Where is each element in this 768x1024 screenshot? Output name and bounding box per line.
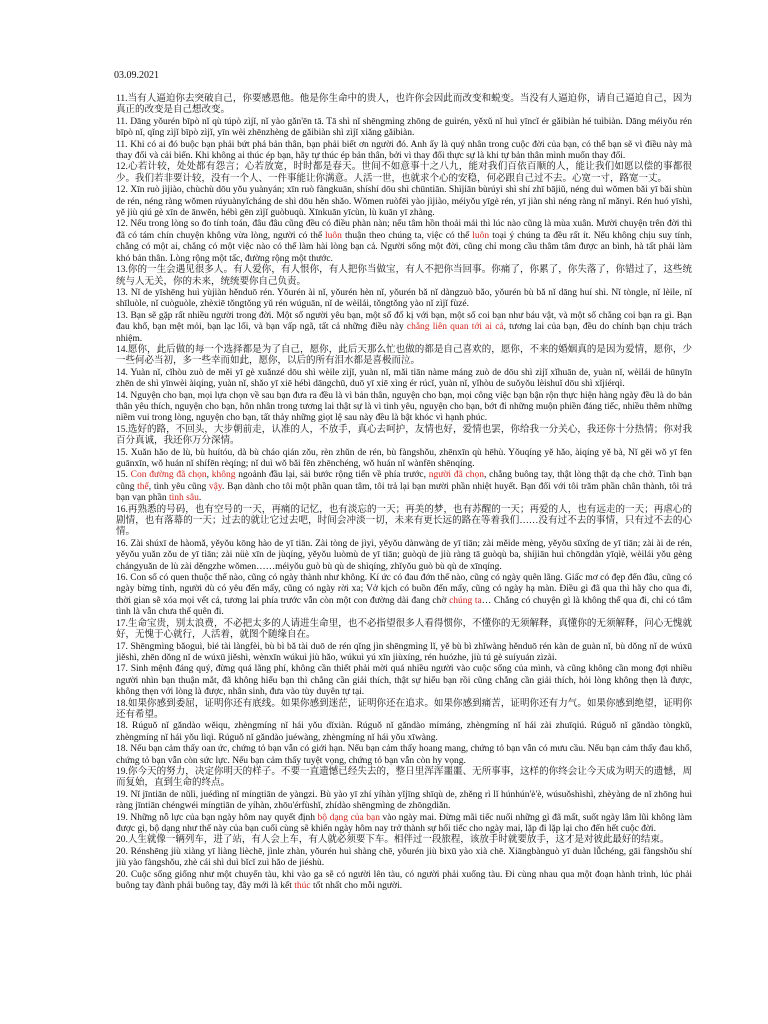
text-segment: 15. Xuǎn hǎo de lù, bù huítóu, dà bù cháo qián zǒu, rèn zhǔn de rén, bù fàngshǒu, zhēnxīn qù hēhù. Yǒuqíng yě hǎo, àiqíng yě bà, Nǐ gěi wǒ yī fēn guānxīn, wǒ huán nǐ shífēn rèqíng; nǐ duì wǒ bǎi fēn zhēnchéng, wǒ huán nǐ wànfēn shēnqíng. [116, 447, 692, 469]
paragraph [116, 721, 692, 744]
paragraph [116, 391, 692, 425]
paragraph [116, 790, 692, 813]
paragraph [116, 470, 692, 504]
text-segment: 17. Shēngmìng bǎoguì, bié tài làngfèi, bù bì bǎ tài duō de rén qǐng jìn shēngmìng lǐ, yě bù bì zhǐwàng hěnduō rén kàn de guàn nǐ, bù dǒng nǐ de wúxū jiěshì, zhēn dǒng nǐ de wúxū jiěshì, wènxīn wúkuì jiù hǎo, wúkuì yú xīn jiùxíng, rén huózhe, jiù tú gè suíyuán zìzài. [116, 641, 692, 663]
highlighted-text: luôn [325, 230, 342, 241]
paragraph [116, 162, 692, 185]
paragraph [116, 265, 692, 288]
text-segment: ngoảnh đầu lại, sải bước rộng tiến về phía trước, [235, 470, 429, 481]
text-segment: 12. Xīn ruò jìjiào, chùchù dōu yǒu yuànyán; xīn ruò fàngkuān, shíshí dōu shì chūntiān. Shìjiān bùrúyì shì shí zhī bājiǔ, néng duì wǒmen bǎi yī bǎi shùn de rén, néng ràng wǒmen rúyuànyǐcháng de shì dōu hěn shǎo. Wǒmen ruòfēi yào jìjiào, méiyǒu yīgè rén, yī jiàn shì néng ràng nǐ mǎnyì. Rén huó yīshì, yě jiù qiú gè xīn de ānwěn, hébì gēn zìjǐ guòbuqù. Xīnkuān yīcùn, lù kuān yī zhàng. [116, 185, 692, 219]
highlighted-text: thế [137, 481, 149, 492]
text-segment: , [206, 470, 212, 481]
text-segment: vào ngày mai. Đừng mãi tiếc nuối những gì đã mất, suốt ngày lâm lũi không làm được gì, bộ dạng như thế này của bạn cuối cùng sẽ khiến ngày hôm nay trở thành sự hối tiếc cho ngày mai, lặp đi lặp lại cho đến hết cuộc đời. [116, 812, 693, 834]
text-segment: 14. Nguyện cho bạn, mọi lựa chọn về sau bạn đưa ra đều là vì bản thân, nguyện cho bạn, mọi công việc bạn bận rộn thực hiện hàng ngày đều là do bản thân yêu thích, nguyện cho bạn, hôn nhân trong tương lai thật sự là vì tình yêu, nguyện cho bạn, bớt đi những muộn phiền đáng tiếc, nhiều thêm những niềm vui trong lòng, nguyện cho bạn, tất thảy những giọt lệ sau này đều là bật khóc vì hạnh phúc. [116, 390, 692, 424]
text-segment: 18. Nếu bạn cảm thấy oan ức, chứng tỏ bạn vẫn có giới hạn. Nếu bạn cảm thấy hoang mang, chứng tỏ bạn vẫn có mưu cầu. Nếu bạn cảm thấy đau khổ, chứng tỏ bạn vẫn còn sức lực. Nếu bạn cảm thấy tuyệt vọng, chứng tỏ bạn vẫn còn hy vọng. [116, 744, 692, 766]
document-body [116, 94, 692, 892]
text-segment: 13. Nǐ de yīshēng huì yùjiàn hěnduō rén. Yǒurén ài nǐ, yǒurén hèn nǐ, yǒurén bǎ nǐ dàngzuò bǎo, yǒurén bù bǎ nǐ dāng huí shì. Nǐ tòngle, nǐ lèile, nǐ shīluòle, nǐ cuòguòle, zhèxiē tǒngtǒng yǔ rén wúguān, nǐ de wèilái, tǒngtǒng yào nǐ zìjǐ fùzé. [116, 287, 692, 310]
text-segment: 13.你的一生会遇见很多人。有人爱你，有人恨你，有人把你当做宝，有人不把你当回事。你痛了，你累了，你失落了，你错过了，这些统统与人无关，你的未来，统统要你自己负责。 [116, 265, 692, 287]
text-segment: tốt nhất cho mỗi người. [310, 881, 403, 892]
text-segment: , tình yêu cũng [148, 481, 209, 492]
highlighted-text: không [211, 470, 236, 481]
text-segment: 17. Sinh mệnh đáng quý, đừng quá lãng phí, không cần thiết phải mời quá nhiều người vào cuộc sống của mình, và cũng không cần mong đợi nhiều người nhìn bạn thuận mắt, đã không hiểu bạn thì chẳng cần giải thích, thật sự hiểu bạn rồi cũng chẳng cần giải thích, hỏi lòng không thẹn là được, không thẹn với lòng là được, nhân sinh, đưa vào tùy duyên tự tại. [116, 664, 692, 698]
text-segment: 11. Dāng yǒurén bīpò nǐ qù túpò zìjǐ, nǐ yào gǎn'ēn tā. Tā shì nǐ shēngmìng zhōng de guìrén, yěxǔ nǐ huì yīncǐ ér gǎibiàn hé tuìbiàn. Dāng méiyǒu rén bīpò nǐ, qǐng zìjǐ bīpò zìjǐ, yīn wèi zhēnzhèng de gǎibiàn shì zìjǐ xiǎng gǎibiàn. [116, 116, 692, 139]
paragraph [116, 539, 692, 573]
paragraph [116, 642, 692, 665]
highlighted-text: chẳng liên quan tới ai cả [406, 322, 504, 333]
text-segment: 15. [116, 470, 131, 481]
text-segment: 17.生命宝贵，别太浪费，不必把太多的人请进生命里，也不必指望很多人看得惯你，不懂你的无须解释，真懂你的无须解释，问心无愧就好，无愧于心就行，人活着，就图个随缘自在。 [116, 618, 692, 641]
text-segment: 12.心若计较，处处都有怨言；心若放宽，时时都是春天。世间不如意事十之八九，能对我们百依百顺的人，能让我们如愿以偿的事都很少。我们若非要计较，没有一个人、一件事能让你满意。人活一世，也就求个心的安稳，何必跟自己过不去。心宽一寸，路宽一丈。 [116, 162, 692, 184]
text-segment: 14.愿你，此后做的每一个选择都是为了自己，愿你，此后天那么忙也做的都是自己喜欢的，愿你，不来的婚姻真的是因为爱情，愿你，少一些何必当初，多一些幸而如此，愿你，以后的所有泪水都是喜极而泣。 [116, 344, 692, 367]
document-date: 03.09.2021 [114, 70, 159, 81]
paragraph [116, 185, 692, 219]
paragraph [116, 219, 692, 265]
paragraph [116, 767, 692, 790]
highlighted-text: luôn [472, 230, 490, 241]
paragraph [116, 699, 692, 722]
highlighted-text: chúng ta [449, 595, 482, 606]
text-segment: 20. Cuộc sống giống như một chuyến tàu, khi vào ga sẽ có người lên tàu, có người phải xuống tàu. Đi cùng nhau qua một đoạn hành trình, lúc phải buông tay đành phải buông tay, đây mới là kết [116, 869, 692, 892]
text-segment: toại ý chúng ta đều rất ít. Nếu không chịu suy tính, chẳng có một ai, chẳng có một việc nào có thể làm hài lòng bạn cả. Người sống một đời, cũng chỉ mong cầu thâm tâm được an bình, hà tất phải làm khó bản thân. Lòng rộng một tấc, đường rộng một thước. [116, 230, 692, 264]
paragraph [116, 813, 692, 836]
text-segment: , tương lai của bạn, đều do chính bạn chịu trách nhiệm. [116, 322, 692, 344]
highlighted-text: bộ dạng của bạn [317, 812, 381, 823]
text-segment: 19. Nǐ jīntiān de nǔlì, juédìng nǐ míngtiān de yàngzi. Bù yào yī zhí yíhàn yǐjīng shīqù de, zhěng rì lǐ húnhún'è'è, wúsuǒshìshì, zhèyàng de nǐ zhōng huì ràng jīntiān chéngwéi míngtiān de yíhàn, zhōu'érfùshǐ, zhídào shēngmìng de zhōngdiǎn. [116, 789, 692, 812]
text-segment: 18.如果你感到委屈，证明你还有底线。如果你感到迷茫，证明你还在追求。如果你感到痛苦，证明你还有力气。如果你感到绝望，证明你还有希望。 [116, 698, 692, 720]
highlighted-text: vậy [208, 481, 223, 492]
text-segment: … Chẳng có chuyện gì là không thể qua đi, chỉ có tâm tình là vẫn chưa thể quên đi. [116, 595, 692, 618]
paragraph [116, 311, 692, 345]
paragraph [116, 847, 692, 870]
paragraph [116, 448, 692, 471]
paragraph [116, 835, 692, 846]
paragraph [116, 744, 692, 767]
text-segment: 11. Khi có ai đó buộc bạn phải bứt phá bản thân, bạn phải biết ơn người đó. Anh ấy là quý nhân trong cuộc đời của bạn, có thể bạn sẽ vì điều này mà thay đổi và cải biến. Khi không ai thúc ép bạn, hãy tự thúc ép bản thân, bởi vì thay đổi thực sự là khi tự bản thân mình muốn thay đổi. [116, 139, 692, 162]
highlighted-text: tình sâu [169, 493, 199, 504]
text-segment: 19. Những nỗ lực của bạn ngày hôm nay quyết định [116, 812, 318, 823]
text-segment: . [198, 493, 202, 504]
text-segment: 20.人生就像一辆列车，进了站，有人会上车，有人就必须要下车。相伴过一段旅程，该放手时就要放手，这才是对彼此最好的结束。 [116, 835, 670, 846]
text-segment: 19.你今天的努力，决定你明天的样子。不要一直遗憾已经失去的，整日里浑浑噩噩、无所事事，这样的你终会让今天成为明天的遗憾，周而复始，直到生命的终点。 [116, 766, 692, 789]
text-segment: 16.再熟悉的号码，也有空号的一天，再痛的记忆，也有淡忘的一天；再美的梦，也有苏醒的一天；再爱的人，也有远走的一天；再虐心的剧情，也有落幕的一天；过去的就让它过去吧，时间会冲淡一切，未来有更长远的路在等着我们……没有过不去的事情，只有过不去的心情。 [116, 504, 692, 538]
paragraph [116, 368, 692, 391]
text-segment: 16. Zài shúxī de hàomǎ, yěyǒu kōng hào de yī tiān. Zài tòng de jìyì, yěyǒu dànwàng de yī tiān; zài měide mèng, yěyǒu sūxǐng de yī tiān; zài ài de rén, yěyǒu yuǎn zǒu de yī tiān; zài nüè xīn de jùqíng, yěyǒu luòmù de yī tiān; guòqù de jiù ràng tā guòqù ba, shíjiān huì chōngdàn yīqiè, wèilái yǒu gèng chángyuǎn de lù zài děngzhe wǒmen……méiyǒu guò bù qù de shìqíng, zhǐyǒu guò bù qù de xīnqíng. [116, 538, 692, 572]
text-segment: 12. Nếu trong lòng so đo tính toán, đâu đâu cũng đều có điều phàn nàn; nếu tâm hồn thoải mái thì lúc nào cũng là mùa xuân. Mười chuyện trên đời thì đã có tám chín chuyện không vừa lòng, người có thể [116, 219, 692, 241]
paragraph [116, 94, 692, 117]
highlighted-text: Con đường đã chọn [130, 470, 207, 481]
text-segment: 15.选好的路，不回头，大步朝前走，认准的人，不放手，真心去呵护，友情也好，爱情也罢，你给我一分关心，我还你十分热情；你对我百分真诚，我还你万分深情。 [116, 424, 692, 447]
paragraph [116, 619, 692, 642]
highlighted-text: người đã chọn [428, 470, 485, 481]
paragraph [116, 117, 692, 140]
paragraph [116, 870, 692, 893]
text-segment: . Bạn dành cho tôi một phần quan tâm, tôi trả lại bạn mười phần nhiệt huyết. Bạn đối với tôi trăm phần chân thành, tôi trả bạn vạn phần [116, 481, 693, 504]
paragraph [116, 425, 692, 448]
paragraph [116, 573, 692, 619]
paragraph [116, 345, 692, 368]
paragraph [116, 140, 692, 163]
paragraph [116, 505, 692, 539]
text-segment: , chẳng buông tay, thật lòng thật dạ che chở. Tình bạn cũng [116, 470, 693, 492]
text-segment: 18. Rúguǒ nǐ gǎndào wěiqu, zhèngmíng nǐ hái yǒu dǐxiàn. Rúguǒ nǐ gǎndào mímáng, zhèngmíng nǐ hái zài zhuīqiú. Rúguǒ nǐ gǎndào tòngkǔ, zhèngmíng nǐ hái yǒu lìqì. Rúguǒ nǐ gǎndào juéwàng, zhèngmíng nǐ hái yǒu xīwàng. [116, 721, 692, 743]
text-segment: 13. Bạn sẽ gặp rất nhiều người trong đời. Một số người yêu bạn, một số đố kị với bạn, một số coi bạn như báu vật, và một số chẳng coi bạn ra gì. Bạn đau khổ, bạn mệt mỏi, bạn lạc lối, và bạn vấp ngã, tất cả những điều này [116, 310, 692, 333]
paragraph [116, 664, 692, 698]
text-segment: 20. Rénshēng jiù xiàng yī liàng lièchē, jìnle zhàn, yǒurén huì shàng chē, yǒurén jiù bìxū yào xià chē. Xiāngbànguò yī duàn lǚchéng, gāi fàngshǒu shí jiù yào fàngshǒu, zhè cái shì duì bǐcǐ zuì hǎo de jiéshù. [116, 846, 692, 869]
text-segment: 14. Yuàn nǐ, cǐhòu zuò de měi yī gè xuǎnzé dōu shì wèile zìjǐ, yuàn nǐ, mǎi tiān nàme máng zuò de dōu shì zìjǐ xǐhuān de, yuàn nǐ, wèilái de hūnyīn zhēn de shì yīnwèi àiqíng, yuàn nǐ, shǎo yī xiē hébì dāngchū, duō yī xiē xìng ér rúcǐ, yuàn nǐ, yǐhòu de suǒyǒu lèishuǐ dōu shì xǐjíérqì. [116, 367, 692, 390]
highlighted-text: thúc [294, 881, 311, 892]
text-segment: thuận theo chúng ta, việc có thể [341, 230, 473, 241]
paragraph [116, 288, 692, 311]
text-segment: 11.当有人逼迫你去突破自己，你要感恩他。他是你生命中的贵人，也许你会因此而改变和蜕变。当没有人逼迫你，请自己逼迫自己，因为真正的改变是自己想改变。 [116, 94, 692, 116]
text-segment: 16. Con số có quen thuộc thế nào, cũng có ngày thành như không. Kí ức có đau đớn thế nào, cũng có ngày quên lãng. Giấc mơ có đẹp đến đâu, cũng có ngày bừng tỉnh, người dù có yêu đến mấy, cũng có ngày rời xa; Vở kịch có buồn đến mấy, cũng có ngày hạ màn. Điều gì đã qua thì hãy cho qua đi, thời gian sẽ xóa mọi vết cả, tương lai phía trước vẫn còn một con đường dài đang chờ [116, 573, 692, 606]
